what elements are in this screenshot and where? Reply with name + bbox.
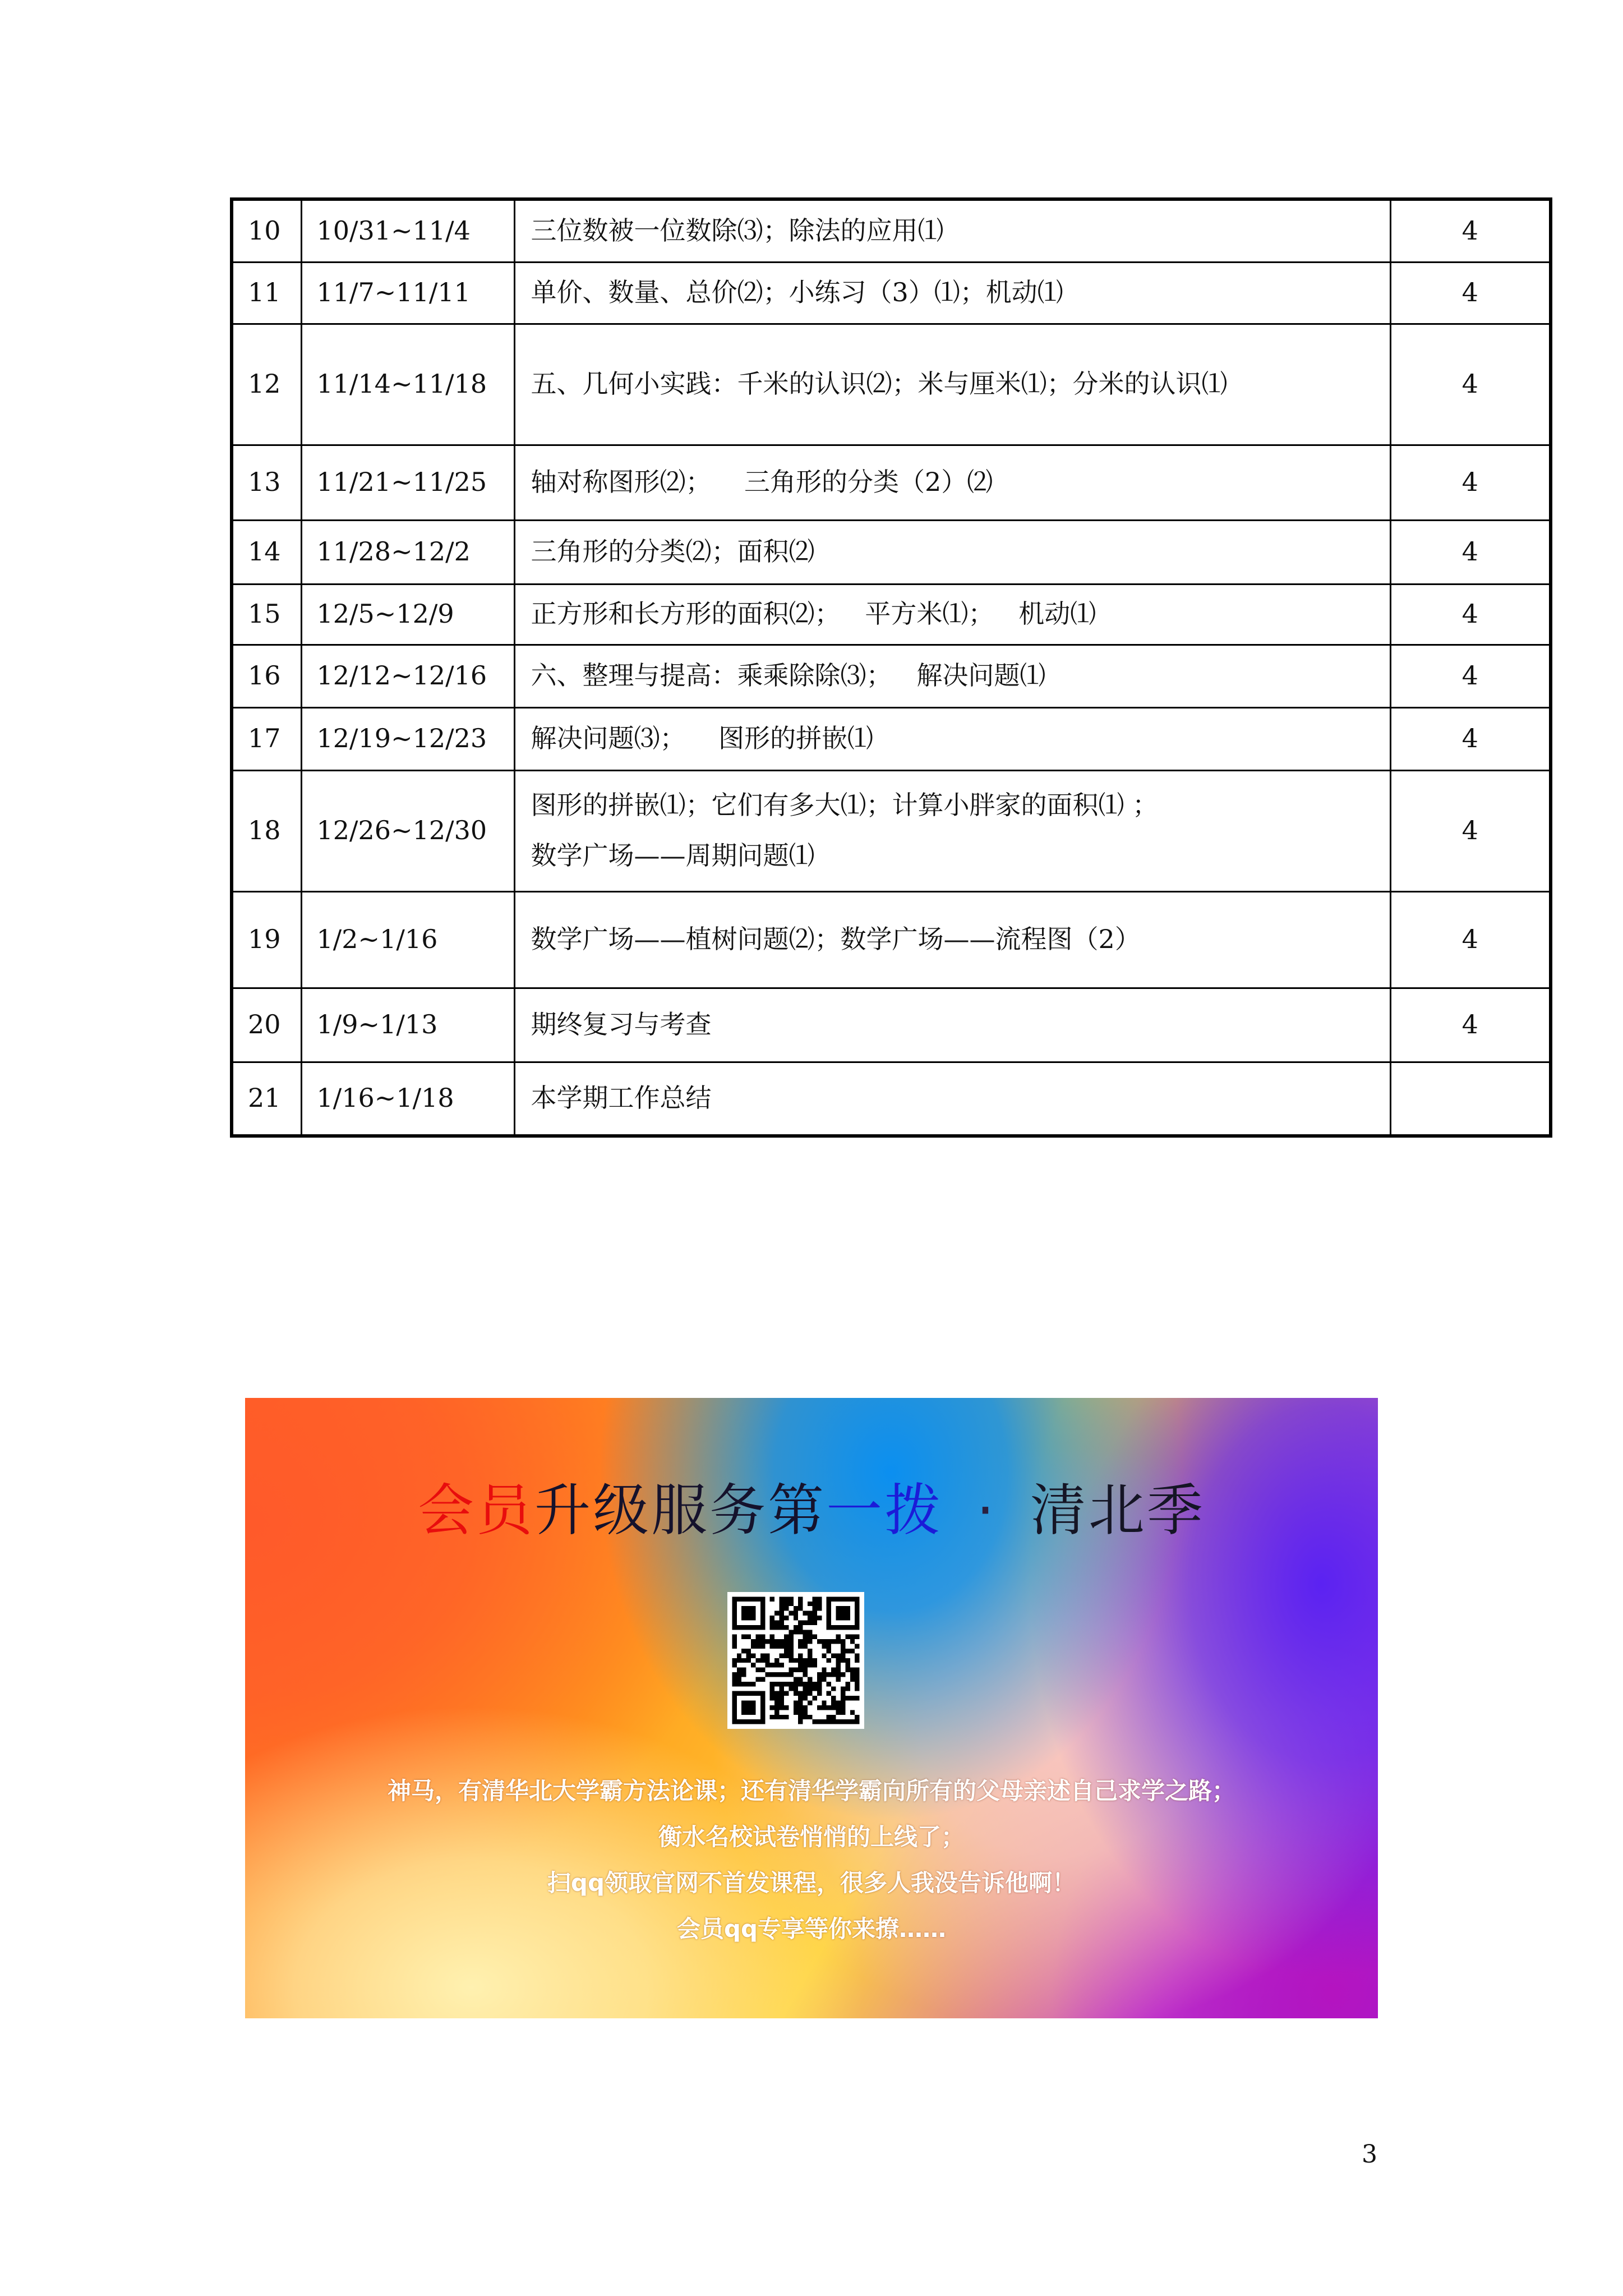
date-range-cell: 1/9~1/13 (301, 988, 514, 1062)
lesson-content-cell (514, 707, 1390, 770)
lesson-content-cell (514, 891, 1390, 988)
lesson-content-cell (514, 199, 1390, 262)
lesson-content-line: 数学广场——植树问题⑵；数学广场——流程图（2） (531, 924, 1141, 955)
week-number-cell: 17 (232, 707, 301, 770)
class-hours-cell: 4 (1390, 199, 1551, 262)
week-number-cell: 16 (232, 645, 301, 707)
promo-banner[interactable] (245, 1398, 1378, 2018)
promo-line-2: 衡水名校试卷悄悄的上线了； (658, 1823, 965, 1851)
lesson-content-line: 解决问题⑶； 图形的拼嵌⑴ (531, 723, 873, 754)
class-hours-cell: 4 (1390, 891, 1551, 988)
week-number-cell: 19 (232, 891, 301, 988)
table-row (232, 707, 1551, 770)
date-range-cell: 10/31~11/4 (301, 199, 514, 262)
date-range-cell: 1/16~1/18 (301, 1062, 514, 1136)
lesson-content-cell (514, 324, 1390, 445)
week-number-cell: 21 (232, 1062, 301, 1136)
week-number-cell: 12 (232, 324, 301, 445)
lesson-content-line: 五、几何小实践：千米的认识⑵；米与厘米⑴；分米的认识⑴ (531, 369, 1228, 399)
class-hours-cell: 4 (1390, 520, 1551, 584)
week-number-cell: 13 (232, 445, 301, 520)
table-row (232, 199, 1551, 262)
table-row (232, 988, 1551, 1062)
promo-line-1: 神马，有清华北大学霸方法论课；还有清华学霸向所有的父母亲述自己求学之路； (387, 1777, 1235, 1805)
lesson-content-line: 轴对称图形⑵； 三角形的分类（2）⑵ (531, 467, 993, 498)
week-number-cell: 10 (232, 199, 301, 262)
class-hours-cell: 4 (1390, 770, 1551, 891)
promo-title-part2: 升级服务第 (534, 1478, 827, 1543)
lesson-content-cell (514, 584, 1390, 645)
schedule-table (230, 197, 1552, 1138)
lesson-content-line: 正方形和长方形的面积⑵； 平方米⑴； 机动⑴ (531, 599, 1096, 629)
date-range-cell: 11/7~11/11 (301, 262, 514, 324)
promo-line-4: 会员qq专享等你来撩…… (676, 1915, 947, 1943)
class-hours-cell: 4 (1390, 988, 1551, 1062)
table-row (232, 584, 1551, 645)
lesson-content-line: 期终复习与考查 (531, 1009, 712, 1040)
promo-body (245, 1768, 1378, 1952)
table-row (232, 891, 1551, 988)
date-range-cell: 11/21~11/25 (301, 445, 514, 520)
class-hours-cell: 4 (1390, 324, 1551, 445)
promo-title-part4: 清北季 (1030, 1478, 1205, 1543)
date-range-cell: 12/19~12/23 (301, 707, 514, 770)
week-number-cell: 20 (232, 988, 301, 1062)
class-hours-cell: 4 (1390, 262, 1551, 324)
promo-title-part3: 一拨 (826, 1478, 943, 1543)
promo-title-separator: · (976, 1478, 997, 1543)
lesson-content-cell (514, 988, 1390, 1062)
lesson-content-line: 图形的拼嵌⑴；它们有多大⑴；计算小胖家的面积⑴ ； (531, 790, 1159, 821)
date-range-cell: 12/12~12/16 (301, 645, 514, 707)
lesson-content-line: 三角形的分类⑵；面积⑵ (531, 536, 815, 567)
week-number-cell: 11 (232, 262, 301, 324)
lesson-content-cell (514, 1062, 1390, 1136)
week-number-cell: 14 (232, 520, 301, 584)
lesson-content-line: 单价、数量、总价⑵；小练习（3）⑴；机动⑴ (531, 277, 1063, 308)
class-hours-cell (1390, 1062, 1551, 1136)
table-row (232, 445, 1551, 520)
class-hours-cell: 4 (1390, 707, 1551, 770)
page-number: 3 (1362, 2140, 1377, 2169)
lesson-content-cell (514, 262, 1390, 324)
class-hours-cell: 4 (1390, 645, 1551, 707)
lesson-content-line: 六、整理与提高：乘乘除除⑶； 解决问题⑴ (531, 660, 1046, 691)
lesson-content-line: 数学广场——周期问题⑴ (531, 840, 815, 871)
promo-title-part1: 会员 (418, 1478, 535, 1543)
date-range-cell: 11/28~12/2 (301, 520, 514, 584)
lesson-content-cell (514, 770, 1390, 891)
date-range-cell: 11/14~11/18 (301, 324, 514, 445)
promo-title (245, 1465, 1378, 1546)
week-number-cell: 15 (232, 584, 301, 645)
table-row (232, 645, 1551, 707)
date-range-cell: 12/5~12/9 (301, 584, 514, 645)
qr-code-icon[interactable] (727, 1592, 864, 1729)
promo-line-3: 扫qq领取官网不首发课程，很多人我没告诉他啊！ (547, 1869, 1076, 1897)
week-number-cell: 18 (232, 770, 301, 891)
lesson-content-cell (514, 520, 1390, 584)
table-row (232, 520, 1551, 584)
date-range-cell: 12/26~12/30 (301, 770, 514, 891)
class-hours-cell: 4 (1390, 445, 1551, 520)
lesson-content-cell (514, 645, 1390, 707)
lesson-content-line: 三位数被一位数除⑶；除法的应用⑴ (531, 215, 944, 246)
table-row (232, 324, 1551, 445)
schedule-body (232, 199, 1551, 1136)
class-hours-cell: 4 (1390, 584, 1551, 645)
table-row (232, 770, 1551, 891)
table-row (232, 1062, 1551, 1136)
lesson-content-cell (514, 445, 1390, 520)
table-row (232, 262, 1551, 324)
lesson-content-line: 本学期工作总结 (531, 1083, 712, 1114)
date-range-cell: 1/2~1/16 (301, 891, 514, 988)
